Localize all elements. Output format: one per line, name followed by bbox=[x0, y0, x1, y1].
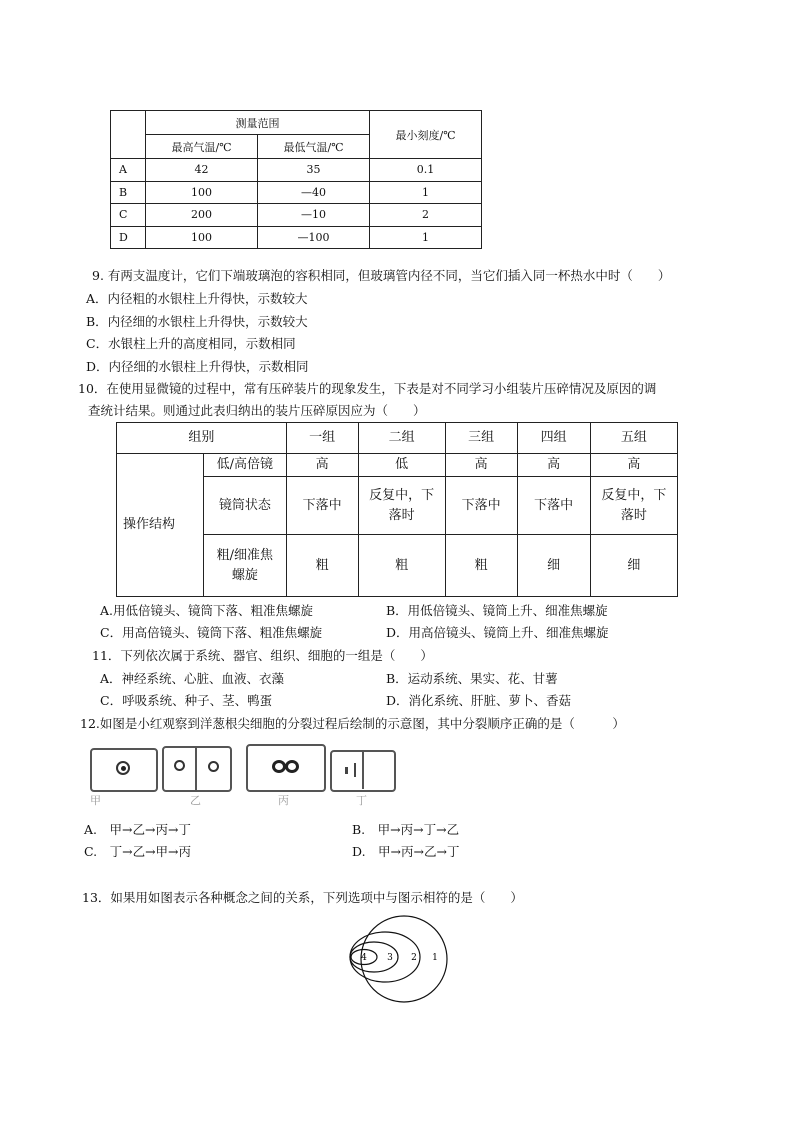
table-row bbox=[111, 226, 482, 249]
label-jia: 甲 bbox=[90, 794, 101, 807]
cell: 高 bbox=[445, 454, 517, 477]
row-label-tube: 镜筒状态 bbox=[204, 477, 287, 535]
cell-wall-divider bbox=[195, 747, 197, 791]
q10-option-a[interactable]: A.用低倍镜头、镜筒下落、粗准焦螺旋 bbox=[100, 603, 314, 618]
cell: 高 bbox=[286, 454, 358, 477]
q10-stem-line2: 查统计结果。则通过此表归纳出的装片压碎原因应为（ ） bbox=[88, 403, 426, 418]
cell-max: 100 bbox=[146, 181, 258, 204]
cell: 高 bbox=[590, 454, 677, 477]
cell-bing bbox=[246, 744, 326, 792]
cell-min: —40 bbox=[258, 181, 370, 204]
cell: 粗 bbox=[286, 535, 358, 597]
cell-max: 42 bbox=[146, 159, 258, 182]
q10-option-d[interactable]: D．用高倍镜头、镜筒上升、细准焦螺旋 bbox=[386, 625, 609, 640]
q11-stem: 11．下列依次属于系统、器官、组织、细胞的一组是（ ） bbox=[92, 648, 433, 663]
cell: 低 bbox=[358, 454, 445, 477]
q9-option-b[interactable]: B．内径细的水银柱上升得快，示数较大 bbox=[86, 314, 308, 329]
q9-option-a[interactable]: A．内径粗的水银柱上升得快，示数较大 bbox=[86, 291, 308, 306]
row-label-focus: 粗/细准焦螺旋 bbox=[204, 535, 287, 597]
cell-min: 35 bbox=[258, 159, 370, 182]
cell-max: 100 bbox=[146, 226, 258, 249]
header-min-temp: 最低气温/℃ bbox=[258, 135, 370, 159]
nested-concept-diagram bbox=[344, 914, 464, 1004]
cell: 下落中 bbox=[286, 477, 358, 535]
op-structure-label: 操作结构 bbox=[117, 454, 204, 597]
row-label: C bbox=[111, 204, 146, 227]
row-label: D bbox=[111, 226, 146, 249]
cell-jia bbox=[90, 748, 158, 792]
chromosome bbox=[354, 763, 356, 777]
row-label-objective: 低/高倍镜 bbox=[204, 454, 287, 477]
header-group-4: 四组 bbox=[517, 423, 590, 454]
row-label: B bbox=[111, 181, 146, 204]
label-yi: 乙 bbox=[190, 794, 201, 807]
q10-stem-line1: 10．在使用显微镜的过程中，常有压碎装片的现象发生，下表是对不同学习小组装片压碎情况及原因的调 bbox=[78, 381, 657, 396]
header-group-1: 一组 bbox=[286, 423, 358, 454]
nucleolus bbox=[121, 766, 126, 771]
cell: 细 bbox=[590, 535, 677, 597]
q11-option-c[interactable]: C．呼吸系统、种子、茎、鸭蛋 bbox=[100, 693, 273, 708]
cell-div: 1 bbox=[370, 226, 482, 249]
header-group: 组别 bbox=[117, 423, 287, 454]
microscope-table bbox=[116, 422, 678, 597]
cell-max: 200 bbox=[146, 204, 258, 227]
cell: 反复中，下落时 bbox=[590, 477, 677, 535]
header-group-2: 二组 bbox=[358, 423, 445, 454]
label-4: 4 bbox=[361, 953, 367, 963]
cell-div: 0.1 bbox=[370, 159, 482, 182]
q13-stem: 13．如果用如图表示各种概念之间的关系，下列选项中与图示相符的是（ ） bbox=[82, 890, 523, 905]
header-min-division: 最小刻度/℃ bbox=[370, 111, 482, 159]
q12-option-d[interactable]: D. 甲→丙→乙→丁 bbox=[352, 844, 460, 859]
cell: 反复中，下落时 bbox=[358, 477, 445, 535]
nucleus bbox=[174, 760, 185, 771]
cell: 粗 bbox=[358, 535, 445, 597]
thermometer-table bbox=[110, 110, 482, 249]
cell-ding bbox=[330, 750, 396, 792]
q11-option-d[interactable]: D．消化系统、肝脏、萝卜、香菇 bbox=[386, 693, 572, 708]
nucleus bbox=[285, 760, 299, 773]
cell-div: 1 bbox=[370, 181, 482, 204]
label-bing: 丙 bbox=[278, 794, 289, 807]
header-max-temp: 最高气温/℃ bbox=[146, 135, 258, 159]
q12-option-a[interactable]: A. 甲→乙→丙→丁 bbox=[84, 822, 191, 837]
cell-min: —100 bbox=[258, 226, 370, 249]
cell-wall-divider bbox=[362, 751, 364, 789]
header-group-3: 三组 bbox=[445, 423, 517, 454]
cell: 粗 bbox=[445, 535, 517, 597]
label-2: 2 bbox=[411, 953, 417, 963]
table-corner bbox=[111, 111, 146, 159]
q12-stem: 12.如图是小红观察到洋葱根尖细胞的分裂过程后绘制的示意图，其中分裂顺序正确的是（ ） bbox=[80, 716, 625, 731]
table-row bbox=[111, 204, 482, 227]
q12-option-b[interactable]: B. 甲→丙→丁→乙 bbox=[352, 822, 460, 837]
row-label: A bbox=[111, 159, 146, 182]
nucleus bbox=[272, 760, 286, 773]
q12-option-c[interactable]: C. 丁→乙→甲→丙 bbox=[84, 844, 192, 859]
table-row bbox=[111, 159, 482, 182]
table-row bbox=[117, 454, 678, 477]
q10-option-b[interactable]: B．用低倍镜头、镜筒上升、细准焦螺旋 bbox=[386, 603, 608, 618]
q10-option-c[interactable]: C．用高倍镜头、镜筒下落、粗准焦螺旋 bbox=[100, 625, 323, 640]
cell-yi bbox=[162, 746, 232, 792]
q9-stem: 9. 有两支温度计，它们下端玻璃泡的容积相同，但玻璃管内径不同，当它们插入同一杯热水中时（ ） bbox=[92, 268, 671, 283]
q11-option-a[interactable]: A．神经系统、心脏、血液、衣藻 bbox=[100, 671, 285, 686]
cell-div: 2 bbox=[370, 204, 482, 227]
header-range: 测量范围 bbox=[146, 111, 370, 135]
cell-division-figure bbox=[86, 744, 398, 814]
label-3: 3 bbox=[387, 953, 393, 963]
nested-circles bbox=[344, 914, 464, 1004]
header-group-5: 五组 bbox=[590, 423, 677, 454]
cell: 下落中 bbox=[445, 477, 517, 535]
table-row bbox=[111, 181, 482, 204]
q11-option-b[interactable]: B．运动系统、果实、花、甘薯 bbox=[386, 671, 558, 686]
cell: 细 bbox=[517, 535, 590, 597]
cell-min: —10 bbox=[258, 204, 370, 227]
q9-option-d[interactable]: D．内径细的水银柱上升得快，示数相同 bbox=[86, 359, 309, 374]
cell: 高 bbox=[517, 454, 590, 477]
label-1: 1 bbox=[432, 953, 438, 963]
chromosome bbox=[345, 767, 348, 774]
nucleus bbox=[208, 761, 219, 772]
cell: 下落中 bbox=[517, 477, 590, 535]
label-ding: 丁 bbox=[356, 794, 367, 807]
q9-option-c[interactable]: C．水银柱上升的高度相同，示数相同 bbox=[86, 336, 296, 351]
